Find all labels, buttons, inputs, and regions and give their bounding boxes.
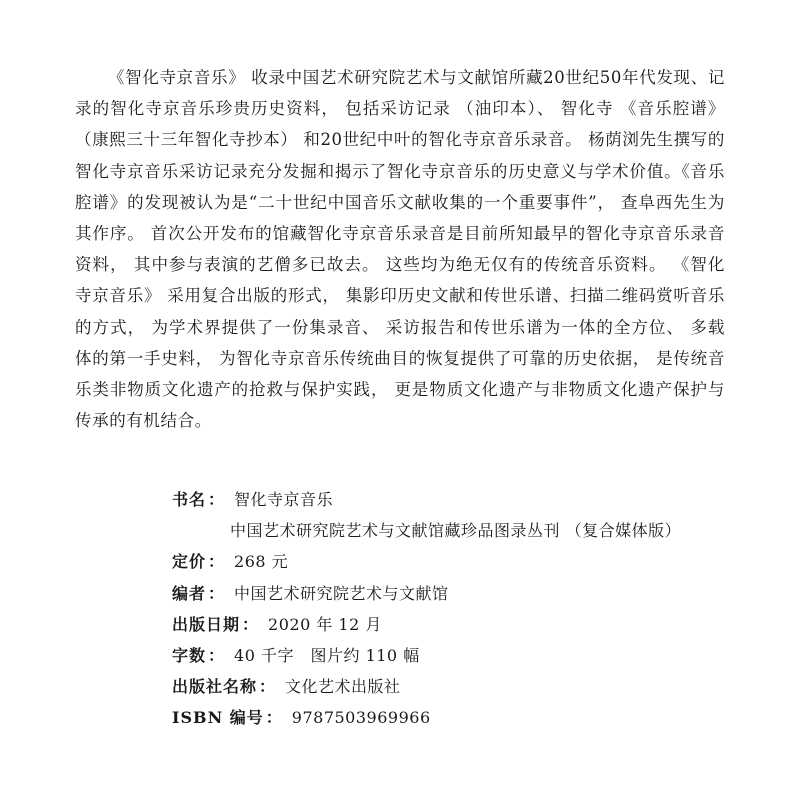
price-label: 定价 (172, 552, 207, 572)
publisher-separator: ： (259, 677, 276, 697)
price-row (172, 546, 772, 577)
isbn-value: 9787503969966 (291, 708, 431, 728)
series-value: 中国艺术研究院艺术与文献馆藏珍品图录丛刊 （复合媒体版） (230, 521, 682, 541)
isbn-label: ISBN 编号 (172, 708, 264, 728)
publisher-row (172, 671, 772, 702)
editor-value: 中国艺术研究院艺术与文献馆 (234, 583, 449, 603)
series-row (172, 515, 772, 546)
editor-separator: ： (208, 583, 225, 603)
title-label: 书名 (172, 490, 207, 509)
isbn-separator: ： (265, 708, 282, 728)
words-row (172, 640, 772, 671)
isbn-row (172, 702, 772, 733)
price-value: 268 元 (234, 552, 289, 572)
date-value: 2020 年 12 月 (268, 614, 382, 634)
words-value: 40 千字 图片约 110 幅 (234, 645, 420, 665)
editor-label: 编者 (172, 583, 207, 603)
title-value: 智化寺京音乐 (234, 490, 334, 509)
title-row (172, 484, 772, 515)
title-separator: ： (208, 490, 225, 509)
words-separator: ： (208, 645, 225, 665)
words-label: 字数 (172, 645, 207, 665)
price-separator: ： (208, 552, 225, 572)
date-row (172, 609, 772, 640)
intro-paragraph: 《智化寺京音乐》 收录中国艺术研究院艺术与文献馆所藏20世纪50年代发现、记录的智化寺京音乐珍贵历史资料， 包括采访记录 （油印本）、 智化寺 《音乐腔谱》 （康熙三十三年智化寺抄本） 和20世纪中叶的智化寺京音乐录音。 杨荫浏先生撰写的智化寺京音乐采访记录充分发掘和揭示了智化寺京音乐的历史意义与学术价值。《音乐腔谱》的发现被认为是“二十世纪中国音乐文献收集的一个重要事件”， 查阜西先生为其作序。 首次公开发布的馆藏智化寺京音乐录音是目前所知最早的智化寺京音乐录音资料， 其中参与表演的艺僧多已故去。 这些均为绝无仅有的传统音乐资料。 《智化寺京音乐》 采用复合出版的形式， 集影印历史文献和传世乐谱、扫描二维码赏听音乐的方式， 为学术界提供了一份集录音、 采访报告和传世乐谱为一体的全方位、 多载体的第一手史料， 为智化寺京音乐传统曲目的恢复提供了可靠的历史依据， 是传统音乐类非物质文化遗产的抢救与保护实践， 更是物质文化遗产与非物质文化遗产保护与传承的有机结合。 (75, 68, 725, 431)
date-separator: ： (242, 614, 259, 634)
publisher-value: 文化艺术出版社 (285, 677, 401, 697)
book-info (172, 484, 772, 734)
editor-row (172, 578, 772, 609)
publisher-label: 出版社名称 (172, 677, 258, 697)
date-label: 出版日期 (172, 614, 241, 634)
